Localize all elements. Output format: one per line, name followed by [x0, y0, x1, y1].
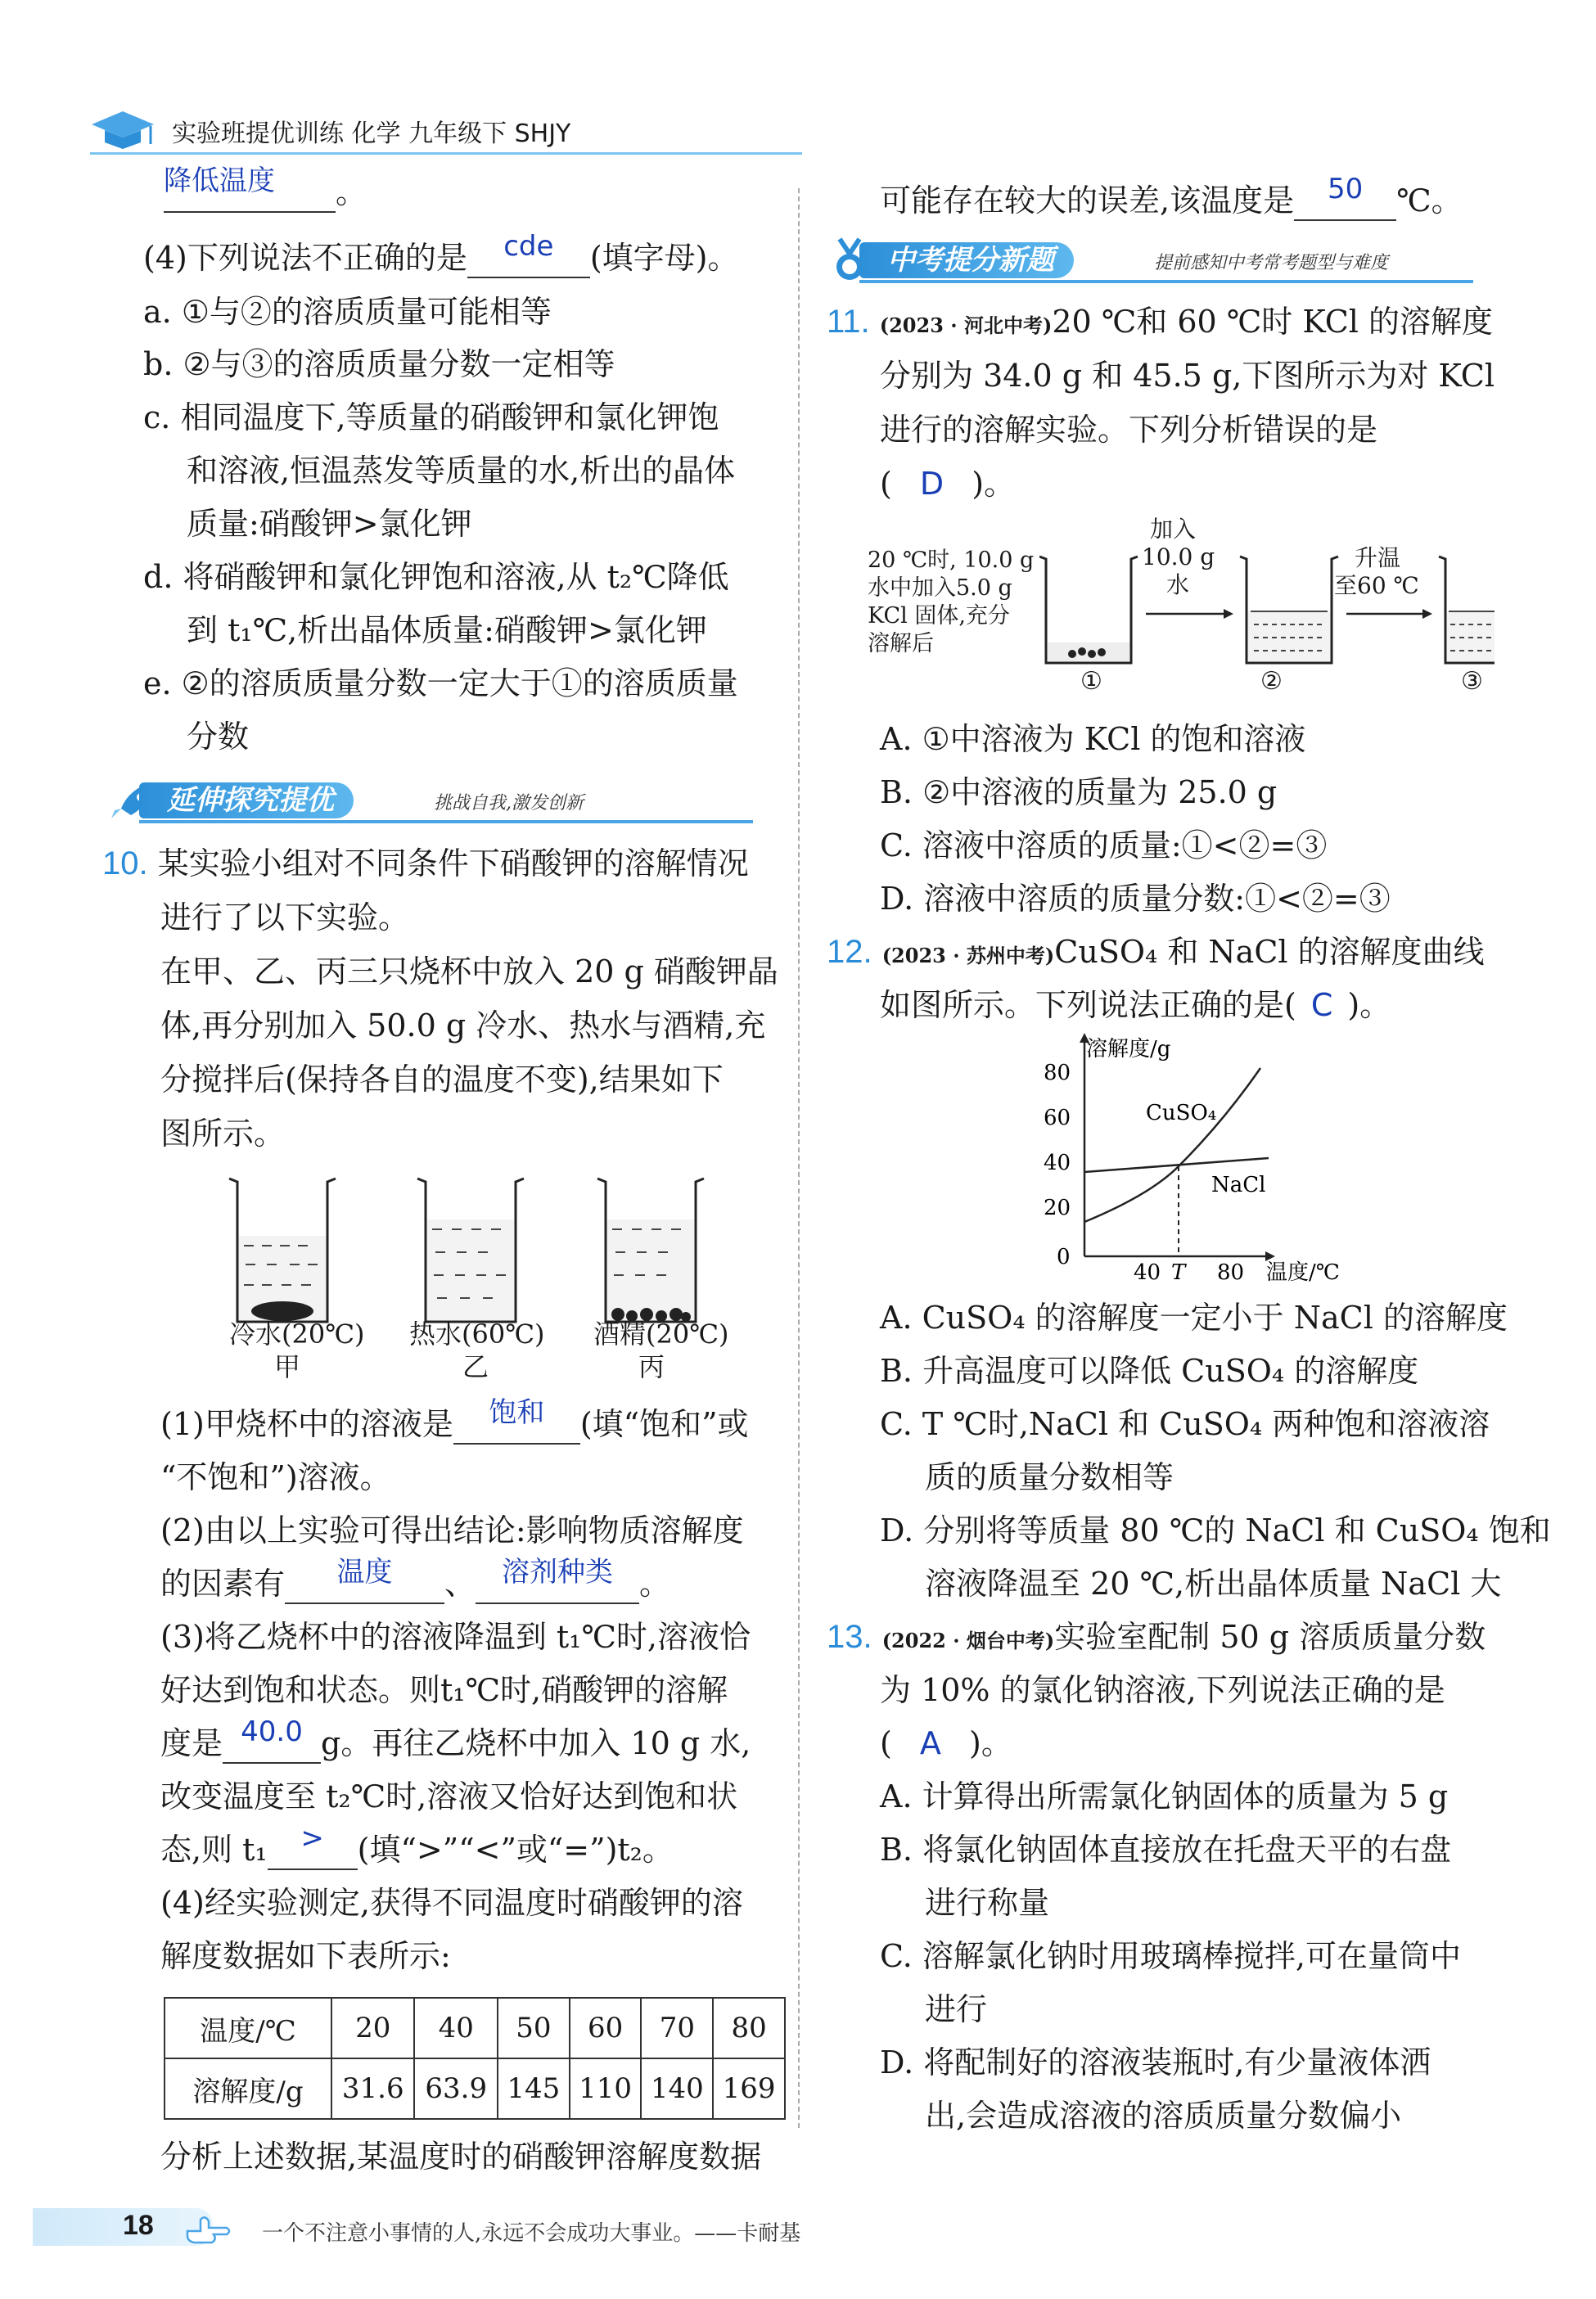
y-tick-label: 20: [1044, 1196, 1071, 1220]
table-cell: 40: [414, 1998, 497, 2058]
table-cell: 80: [713, 1998, 785, 2058]
y-tick-label: 80: [1044, 1061, 1071, 1085]
x-tick-label: 80: [1217, 1260, 1245, 1285]
graduation-cap-icon: [90, 108, 156, 152]
q10-part4-cont: 分析上述数据,某温度时的硝酸钾溶解度数据: [160, 2139, 762, 2175]
beaker-jia: [229, 1179, 336, 1322]
diagram-text: 溶解后: [868, 631, 934, 656]
q13-stem-1: 13. (2022 · 烟台中考)实验室配制 50 g 溶质质量分数: [827, 1619, 1486, 1655]
q13-option-c-cont: 进行: [925, 1991, 988, 2027]
beaker-bing: [597, 1179, 704, 1322]
q10-part3-cont: 好达到饱和状态。则t₁℃时,硝酸钾的溶解: [160, 1672, 728, 1708]
answer-text: D: [919, 466, 945, 502]
option-c-cont: 和溶液,恒温蒸发等质量的水,析出的晶体: [187, 453, 736, 489]
q10-para: 体,再分别加入 50.0 g 冷水、热水与酒精,充: [160, 1008, 766, 1044]
option-a: a. ①与②的溶质质量可能相等: [143, 294, 552, 330]
q10-para: 在甲、乙、丙三只烧杯中放入 20 g 硝酸钾晶: [160, 953, 778, 989]
q10-part2: (2)由以上实验可得出结论:影响物质溶解度: [160, 1512, 744, 1548]
x-tick-label: 40: [1134, 1260, 1161, 1285]
option-e-cont: 分数: [187, 719, 250, 755]
question-number: 10.: [102, 845, 148, 881]
diagram-text: 20 ℃时, 10.0 g: [868, 548, 1035, 573]
section-banner-extension: [106, 778, 753, 823]
y-tick-label: 60: [1044, 1106, 1071, 1130]
prev-answer-line: 降低温度 。: [164, 172, 367, 213]
beaker-name: 丙: [638, 1351, 665, 1382]
option-d: d. 将硝酸钾和氯化钾饱和溶液,从 t₂℃降低: [143, 559, 729, 595]
diagram-text: 升温: [1355, 544, 1401, 571]
beaker-number: ①: [1080, 667, 1102, 696]
option-b: b. ②与③的溶质质量分数一定相等: [143, 346, 615, 382]
q11-option-a: A. ①中溶液为 KCl 的饱和溶液: [880, 721, 1306, 757]
diagram-text: 水: [1166, 571, 1190, 598]
q4-line: (4)下列说法不正确的是 cde (填字母)。: [143, 237, 738, 278]
answer-text: 50: [1327, 173, 1364, 205]
beaker-label: 冷水(20℃): [229, 1319, 365, 1350]
table-cell: 20: [331, 1998, 414, 2058]
answer-text: 温度: [336, 1556, 393, 1589]
answer-text: >: [300, 1822, 324, 1855]
table-cell: 140: [641, 2058, 713, 2119]
q10-part2-cont: 的因素有 温度 、 溶剂种类 。: [160, 1563, 670, 1604]
series-label-nacl: NaCl: [1211, 1173, 1266, 1197]
q10-stem-2: 进行了以下实验。: [160, 899, 410, 935]
nacl-curve: [1084, 1158, 1269, 1172]
diagram-text: 加入: [1150, 516, 1197, 543]
q13-answer-line: ( A )。: [880, 1725, 1012, 1761]
table-cell: 63.9: [414, 2058, 497, 2119]
kcl-beakers: [1039, 552, 1498, 667]
beaker-name: 乙: [462, 1351, 489, 1382]
table-header-cell: 溶解度/g: [165, 2058, 331, 2119]
answer-text: 溶剂种类: [502, 1556, 614, 1589]
q13-option-b-cont: 进行称量: [925, 1885, 1050, 1921]
beaker-label: 酒精(20℃): [593, 1319, 729, 1350]
q10-para: 分搅拌后(保持各自的温度不变),结果如下: [160, 1062, 724, 1098]
beakers-figure: [221, 1170, 745, 1334]
q12-option-c-cont: 质的质量分数相等: [925, 1459, 1174, 1495]
question-source: (2022 · 烟台中考): [881, 1629, 1055, 1652]
q13-option-d: D. 将配制好的溶液装瓶时,有少量液体洒: [880, 2044, 1431, 2080]
section-banner-exam: [827, 237, 1473, 283]
q11-stem-1: 11. (2023 · 河北中考)20 ℃和 60 ℃时 KCl 的溶解度: [827, 304, 1494, 340]
section-subtitle: 提前感知中考常考题型与难度: [1154, 253, 1389, 273]
option-d-cont: 到 t₁℃,析出晶体质量:硝酸钾>氯化钾: [187, 612, 707, 648]
q12-stem-1: 12. (2023 · 苏州中考)CuSO₄ 和 NaCl 的溶解度曲线: [827, 934, 1485, 970]
question-number: 11.: [827, 304, 870, 340]
q11-stem: 分别为 34.0 g 和 45.5 g,下图所示为对 KCl: [880, 358, 1495, 394]
q12-option-d: D. 分别将等质量 80 ℃的 NaCl 和 CuSO₄ 饱和: [880, 1512, 1551, 1548]
q12-option-d-cont: 溶液降温至 20 ℃,析出晶体质量 NaCl 大: [925, 1566, 1502, 1602]
y-tick-label: 0: [1057, 1245, 1071, 1269]
option-e: e. ②的溶质质量分数一定大于①的溶质质量: [143, 665, 738, 701]
diagram-text: 至60 ℃: [1334, 572, 1419, 599]
answer-text: cde: [503, 230, 554, 263]
table-cell: 145: [498, 2058, 570, 2119]
beaker-number: ②: [1260, 667, 1283, 696]
question-source: (2023 · 河北中考): [879, 313, 1053, 337]
q11-answer-line: ( D )。: [880, 466, 1016, 502]
q11-option-d: D. 溶液中溶质的质量分数:①<②=③: [880, 881, 1391, 917]
option-c-cont: 质量:硝酸钾>氯化钾: [187, 506, 472, 542]
q10-part4: (4)经实验测定,获得不同温度时硝酸钾的溶: [160, 1885, 743, 1921]
question-source: (2023 · 苏州中考): [881, 944, 1055, 967]
answer-text: A: [919, 1725, 941, 1761]
q11-option-b: B. ②中溶液的质量为 25.0 g: [880, 774, 1278, 810]
y-axis-label: 溶解度/g: [1086, 1037, 1171, 1062]
header-rule: [90, 152, 802, 155]
question-number: 13.: [827, 1619, 872, 1655]
table-row: [165, 1998, 785, 2058]
q13-stem: 为 10% 的氯化钠溶液,下列说法正确的是: [880, 1672, 1445, 1708]
q10-part3-cont: 改变温度至 t₂℃时,溶液又恰好达到饱和状: [160, 1778, 738, 1814]
solubility-chart: [1027, 1031, 1355, 1293]
option-c: c. 相同温度下,等质量的硝酸钾和氯化钾饱: [143, 399, 719, 435]
q13-option-d-cont: 出,会造成溶液的溶质质量分数偏小: [925, 2098, 1402, 2134]
diagram-text: KCl 固体,充分: [868, 603, 1010, 629]
section-subtitle: 挑战自我,激发创新: [434, 793, 584, 814]
q10-part3-cont: 态,则 t₁ > (填“>”“<”或“=”)t₂。: [160, 1829, 674, 1870]
q10-para: 图所示。: [160, 1116, 286, 1152]
beaker-number: ③: [1461, 667, 1483, 696]
table-cell: 60: [570, 1998, 642, 2058]
table-cell: 50: [498, 1998, 570, 2058]
beaker-name: 甲: [274, 1351, 301, 1382]
q10-part1-cont: “不饱和”)溶液。: [160, 1459, 391, 1495]
q12-option-c: C. T ℃时,NaCl 和 CuSO₄ 两种饱和溶液溶: [880, 1406, 1490, 1442]
y-tick-label: 40: [1044, 1151, 1071, 1175]
answer-text: 饱和: [489, 1396, 545, 1429]
q10-part1: (1)甲烧杯中的溶液是 饱和 (填“饱和”或: [160, 1404, 749, 1445]
q12-option-b: B. 升高温度可以降低 CuSO₄ 的溶解度: [880, 1353, 1419, 1389]
page-number: 18: [123, 2210, 154, 2241]
question-number: 12.: [827, 934, 872, 970]
x-axis-label: 温度/℃: [1266, 1260, 1340, 1285]
footer-quote: 一个不注意小事情的人,永远不会成功大事业。——卡耐基: [262, 2221, 801, 2246]
diagram-text: 10.0 g: [1142, 543, 1215, 570]
q12-stem-2: 如图所示。下列说法正确的是( C )。: [880, 987, 1391, 1023]
beaker-label: 热水(60℃): [409, 1319, 545, 1350]
q11-stem: 进行的溶解实验。下列分析错误的是: [880, 412, 1378, 448]
footer: [33, 2202, 1563, 2259]
answer-text: 降低温度: [164, 165, 275, 197]
q10-stem-1: 10. 某实验小组对不同条件下硝酸钾的溶解情况: [102, 845, 749, 881]
table-cell: 70: [641, 1998, 713, 2058]
solubility-table: [164, 1997, 786, 2120]
table-header-cell: 温度/℃: [165, 1998, 331, 2058]
table-cell: 169: [713, 2058, 785, 2119]
q12-option-a: A. CuSO₄ 的溶解度一定小于 NaCl 的溶解度: [880, 1300, 1508, 1336]
table-cell: 110: [570, 2058, 642, 2119]
section-title: 延伸探究提优: [139, 782, 354, 818]
diagram-text: 水中加入5.0 g: [868, 575, 1012, 601]
q13-option-a: A. 计算得出所需氯化钠固体的质量为 5 g: [880, 1778, 1449, 1814]
table-cell: 31.6: [331, 2058, 414, 2119]
section-title: 中考提分新题: [859, 242, 1074, 278]
q11-option-c: C. 溶液中溶质的质量:①<②=③: [880, 827, 1328, 863]
answer-text: C: [1310, 987, 1333, 1023]
header: [90, 105, 761, 154]
q10-part3-cont: 度是 40.0 g。再往乙烧杯中加入 10 g 水,: [160, 1723, 751, 1764]
q10-part3: (3)将乙烧杯中的溶液降温到 t₁℃时,溶液恰: [160, 1619, 751, 1655]
column-divider: [798, 188, 800, 2128]
q10-continuation: 可能存在较大的误差,该温度是 50 ℃。: [880, 180, 1463, 221]
beaker-yi: [417, 1179, 524, 1322]
series-label-cuso4: CuSO₄: [1146, 1101, 1217, 1125]
q10-part4-cont: 解度数据如下表所示:: [160, 1938, 451, 1974]
hand-pointer-icon: [184, 2207, 233, 2247]
answer-text: 40.0: [241, 1715, 303, 1748]
q13-option-c: C. 溶解氯化钠时用玻璃棒搅拌,可在量筒中: [880, 1938, 1461, 1974]
header-title: 实验班提优训练 化学 九年级下 SHJY: [172, 119, 571, 148]
x-tick-label: T: [1171, 1260, 1186, 1285]
table-row: [165, 2058, 785, 2119]
cuso4-curve: [1084, 1068, 1260, 1222]
q13-option-b: B. 将氯化钠固体直接放在托盘天平的右盘: [880, 1832, 1452, 1868]
